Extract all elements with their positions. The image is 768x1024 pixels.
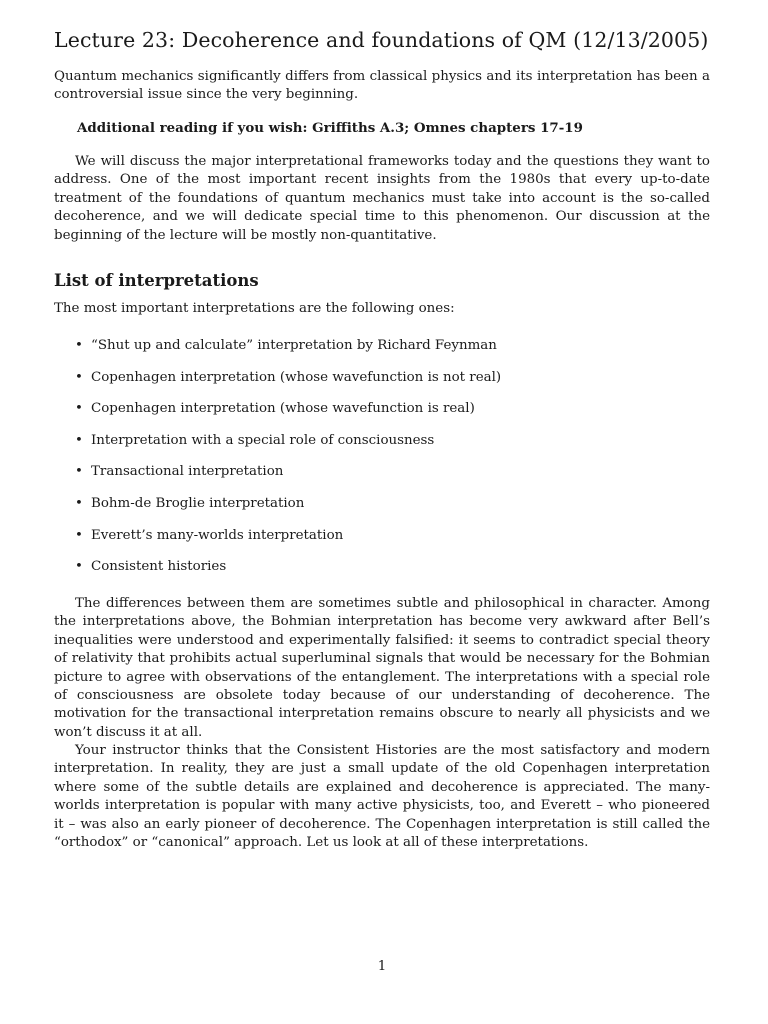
bullet-icon: • (75, 464, 83, 480)
list-item-text: Copenhagen interpretation (whose wavefunction is real) (91, 401, 475, 417)
overview-paragraph: We will discuss the major interpretational frameworks today and the questions they want to address. One of the most important recent insights from the 1980s that every up-to-date treatment of the foundations of quantum mechanics must take into account is the so-called decoherence, and we will dedicate special time to this phenomenon. Our discussion at the beginning of the lecture will be mostly non-quantitative. (54, 154, 710, 243)
list-item (54, 369, 501, 401)
bullet-icon: • (75, 401, 83, 417)
bullet-icon: • (75, 527, 83, 543)
bullet-icon: • (75, 559, 83, 575)
list-item (54, 495, 501, 527)
interpretations-list (54, 337, 501, 590)
bullet-icon: • (75, 338, 83, 353)
bullet-icon: • (75, 495, 83, 511)
list-item-text: Bohm-de Broglie interpretation (91, 495, 305, 511)
list-item-text: Everett’s many-worlds interpretation (91, 527, 344, 543)
page-number: 1 (377, 959, 387, 974)
list-item-text: Consistent histories (91, 559, 227, 575)
section-heading-interpretations: List of interpretations (54, 271, 259, 290)
list-item (54, 463, 501, 495)
document-page (54, 0, 710, 1024)
list-item (54, 337, 501, 369)
additional-reading-note: Additional reading if you wish: Griffiths A.3; Omnes chapters 17-19 (77, 120, 583, 136)
bullet-icon: • (75, 369, 83, 385)
list-item (54, 527, 501, 559)
list-item (54, 400, 501, 432)
lecture-title: Lecture 23: Decoherence and foundations of QM (12/13/2005) (54, 28, 709, 52)
list-item-text: Interpretation with a special role of consciousness (91, 432, 435, 448)
list-item-text: Copenhagen interpretation (whose wavefunction is not real) (91, 369, 502, 385)
intro-paragraph: Quantum mechanics significantly differs from classical physics and its interpretation has been a controversial issue since the very beginning. (54, 69, 710, 103)
list-item-text: “Shut up and calculate” interpretation by Richard Feynman (91, 338, 497, 353)
list-item (54, 432, 501, 464)
list-item-text: Transactional interpretation (91, 464, 284, 480)
differences-paragraph: The differences between them are sometimes subtle and philosophical in character. Among the interpretations above, the Bohmian interpretation has become very awkward after Bell’s inequalities were understood and experimentally falsified: it seems to contradict special theory of relativity that prohibits actual superluminal signals that would be necessary for the Bohmian picture to agree with observations of the entanglement. The interpretations with a special role of consciousness are obsolete today because of our understanding of decoherence. The motivation for the transactional interpretation remains obscure to nearly all physicists and we won’t discuss it at all. (54, 596, 710, 740)
list-item (54, 558, 501, 590)
list-intro: The most important interpretations are the following ones: (54, 301, 455, 316)
instructor-opinion-paragraph: Your instructor thinks that the Consistent Histories are the most satisfactory and modern interpretation. In reality, they are just a small update of the old Copenhagen interpretation where some of the subtle details are explained and decoherence is appreciated. The many-worlds interpretation is popular with many active physicists, too, and Everett – who pioneered it – was also an early pioneer of decoherence. The Copenhagen interpretation is still called the “orthodox” or “canonical” approach. Let us look at all of these interpretations. (54, 743, 710, 851)
bullet-icon: • (75, 432, 83, 448)
